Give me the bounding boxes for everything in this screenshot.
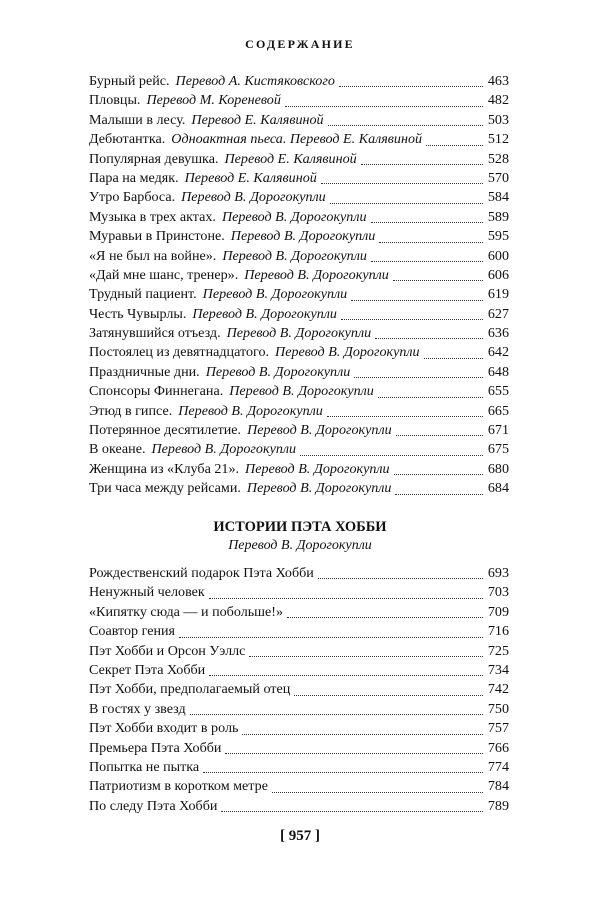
dot-leader (203, 771, 483, 773)
entry-translator: Перевод Е. Калявиной (224, 150, 357, 167)
entry-title: Пара на медяк. (89, 169, 179, 186)
dot-leader (190, 713, 483, 715)
entry-translator: Перевод Е. Калявиной (191, 111, 324, 128)
entry-translator: Перевод В. Дорогокупли (202, 286, 348, 303)
entry-title: Рождественский подарок Пэта Хобби (89, 564, 314, 581)
dot-leader (242, 733, 483, 735)
toc-entry (89, 343, 509, 362)
entry-title: Честь Чувырлы. (89, 305, 187, 322)
entry-translator: Перевод В. Дорогокупли (181, 189, 326, 206)
toc-entry (89, 603, 509, 622)
entry-page: 503 (487, 111, 509, 128)
pat-hobby-contents-list (89, 564, 509, 816)
dot-leader (225, 752, 483, 754)
running-header: СОДЕРЖАНИЕ (245, 37, 355, 51)
dot-leader (424, 357, 483, 359)
dot-leader (209, 597, 483, 599)
toc-entry (89, 564, 509, 583)
dot-leader (272, 791, 483, 793)
entry-translator: Перевод Е. Калявиной (184, 169, 317, 186)
entry-title: Муравьи в Принстоне. (89, 228, 225, 245)
dot-leader (341, 318, 483, 320)
entry-title: Пловцы. (89, 92, 141, 109)
toc-entry (89, 382, 509, 401)
toc-entry (89, 130, 509, 149)
entry-translator: Перевод В. Дорогокупли (229, 383, 374, 400)
dot-leader (209, 674, 483, 676)
dot-leader (249, 655, 483, 657)
toc-entry (89, 188, 509, 207)
entry-title: Популярная девушка. (89, 150, 219, 167)
entry-title: Спонсоры Финнегана. (89, 383, 224, 400)
toc-entry (89, 777, 509, 796)
entry-title: Дебютантка. (89, 131, 166, 148)
dot-leader (375, 337, 483, 339)
toc-entry (89, 479, 509, 498)
toc-entry (89, 72, 509, 91)
entry-page: 703 (487, 584, 509, 601)
entry-translator: Перевод В. Дорогокупли (244, 266, 389, 283)
entry-translator: Перевод В. Дорогокупли (226, 325, 372, 342)
entry-translator: Перевод В. Дорогокупли (221, 208, 367, 225)
dot-leader (361, 163, 483, 165)
dot-leader (371, 260, 483, 262)
entry-title: Утро Барбоса. (89, 189, 176, 206)
entry-title: По следу Пэта Хобби (89, 797, 218, 814)
dot-leader (339, 85, 483, 87)
toc-entry (89, 642, 509, 661)
entry-page: 766 (487, 739, 509, 756)
entry-title: В гостях у звезд (89, 700, 186, 717)
dot-leader (321, 182, 483, 184)
toc-entry (89, 460, 509, 479)
entry-translator: Перевод В. Дорогокупли (192, 305, 337, 322)
toc-entry (89, 758, 509, 777)
entry-translator: Перевод В. Дорогокупли (205, 363, 351, 380)
entry-page: 636 (487, 325, 509, 342)
entry-title: Попытка не пытка (89, 758, 200, 775)
entry-page: 619 (487, 286, 509, 303)
entry-page: 684 (487, 480, 509, 497)
entry-translator: Перевод В. Дорогокупли (222, 247, 367, 264)
dot-leader (221, 810, 483, 812)
entry-translator: Перевод В. Дорогокупли (178, 402, 323, 419)
entry-page: 709 (487, 603, 509, 620)
dot-leader (300, 454, 483, 456)
entry-page: 725 (487, 642, 509, 659)
dot-leader (396, 434, 483, 436)
entry-page: 512 (487, 131, 509, 148)
entry-page: 482 (487, 92, 509, 109)
entry-translator: Перевод В. Дорогокупли (247, 422, 392, 439)
entry-title: Пэт Хобби входит в роль (89, 720, 239, 737)
toc-entry (89, 622, 509, 641)
toc-entry (89, 324, 509, 343)
entry-page: 595 (487, 228, 509, 245)
toc-entry (89, 797, 509, 816)
entry-translator: Одноактная пьеса. Перевод Е. Калявиной (171, 131, 423, 148)
entry-page: 570 (487, 169, 509, 186)
dot-leader (371, 221, 483, 223)
toc-entry (89, 402, 509, 421)
entry-title: Праздничные дни. (89, 363, 200, 380)
entry-translator: Перевод В. Дорогокупли (275, 344, 420, 361)
page-number: [ 957 ] (280, 828, 320, 844)
dot-leader (328, 124, 483, 126)
section-subtitle: Перевод В. Дорогокупли (228, 538, 372, 553)
entry-translator: Перевод А. Кистяковского (175, 72, 335, 89)
entry-page: 784 (487, 778, 509, 795)
entry-title: Пэт Хобби и Орсон Уэллс (89, 642, 246, 659)
entry-title: Затянувшийся отъезд. (89, 325, 221, 342)
dot-leader (294, 694, 483, 696)
dot-leader (354, 376, 483, 378)
entry-title: Три часа между рейсами. (89, 480, 241, 497)
dot-leader (395, 493, 483, 495)
entry-title: Пэт Хобби, предполагаемый отец (89, 681, 291, 698)
entry-page: 757 (487, 720, 509, 737)
toc-entry (89, 208, 509, 227)
entry-title: «Кипятку сюда — и побольше!» (89, 603, 284, 620)
entry-title: Соавтор гения (89, 623, 176, 640)
toc-entry (89, 719, 509, 738)
toc-entry (89, 247, 509, 266)
entry-translator: Перевод В. Дорогокупли (151, 441, 297, 458)
entry-page: 734 (487, 661, 509, 678)
entry-page: 584 (487, 189, 509, 206)
entry-page: 750 (487, 700, 509, 717)
dot-leader (330, 202, 483, 204)
toc-entry (89, 169, 509, 188)
entry-title: «Я не был на войне». (89, 247, 217, 264)
entry-page: 589 (487, 208, 509, 225)
dot-leader (351, 299, 483, 301)
entry-page: 655 (487, 383, 509, 400)
contents-list (89, 72, 509, 499)
toc-entry (89, 227, 509, 246)
toc-entry (89, 739, 509, 758)
entry-page: 716 (487, 623, 509, 640)
entry-page: 665 (487, 402, 509, 419)
entry-translator: Перевод В. Дорогокупли (245, 460, 390, 477)
entry-page: 606 (487, 266, 509, 283)
dot-leader (285, 105, 483, 107)
dot-leader (379, 241, 483, 243)
toc-entry (89, 700, 509, 719)
toc-entry (89, 305, 509, 324)
entry-title: Трудный пациент. (89, 286, 197, 303)
dot-leader (287, 616, 483, 618)
toc-entry (89, 91, 509, 110)
toc-entry (89, 285, 509, 304)
entry-page: 675 (487, 441, 509, 458)
toc-entry (89, 363, 509, 382)
entry-page: 600 (487, 247, 509, 264)
entry-title: Постоялец из девятнадцатого. (89, 344, 270, 361)
entry-title: В океане. (89, 441, 146, 458)
section-title: ИСТОРИИ ПЭТА ХОББИ (213, 519, 387, 535)
entry-translator: Перевод М. Кореневой (146, 92, 281, 109)
entry-page: 642 (487, 344, 509, 361)
entry-page: 528 (487, 150, 509, 167)
entry-page: 742 (487, 681, 509, 698)
entry-page: 463 (487, 72, 509, 89)
entry-translator: Перевод В. Дорогокупли (230, 228, 376, 245)
dot-leader (378, 396, 483, 398)
entry-title: Ненужный человек (89, 584, 205, 601)
toc-entry (89, 440, 509, 459)
toc-entry (89, 150, 509, 169)
entry-title: Потерянное десятилетие. (89, 422, 242, 439)
entry-page: 693 (487, 564, 509, 581)
toc-entry (89, 680, 509, 699)
entry-page: 774 (487, 758, 509, 775)
entry-title: Секрет Пэта Хобби (89, 661, 206, 678)
dot-leader (426, 144, 483, 146)
entry-title: Премьера Пэта Хобби (89, 739, 222, 756)
dot-leader (179, 636, 483, 638)
entry-translator: Перевод В. Дорогокупли (246, 480, 392, 497)
entry-page: 789 (487, 797, 509, 814)
dot-leader (393, 279, 483, 281)
toc-entry (89, 661, 509, 680)
entry-title: Бурный рейс. (89, 72, 170, 89)
entry-title: Этюд в гипсе. (89, 402, 173, 419)
entry-title: Патриотизм в коротком метре (89, 778, 268, 795)
entry-title: «Дай мне шанс, тренер». (89, 266, 239, 283)
toc-entry (89, 421, 509, 440)
dot-leader (394, 473, 483, 475)
toc-entry (89, 583, 509, 602)
toc-entry (89, 111, 509, 130)
dot-leader (318, 577, 483, 579)
entry-title: Малыши в лесу. (89, 111, 186, 128)
entry-page: 627 (487, 305, 509, 322)
toc-entry (89, 266, 509, 285)
entry-title: Женщина из «Клуба 21». (89, 460, 240, 477)
entry-page: 648 (487, 363, 509, 380)
entry-page: 680 (487, 460, 509, 477)
dot-leader (327, 415, 483, 417)
entry-page: 671 (487, 422, 509, 439)
entry-title: Музыка в трех актах. (89, 208, 216, 225)
